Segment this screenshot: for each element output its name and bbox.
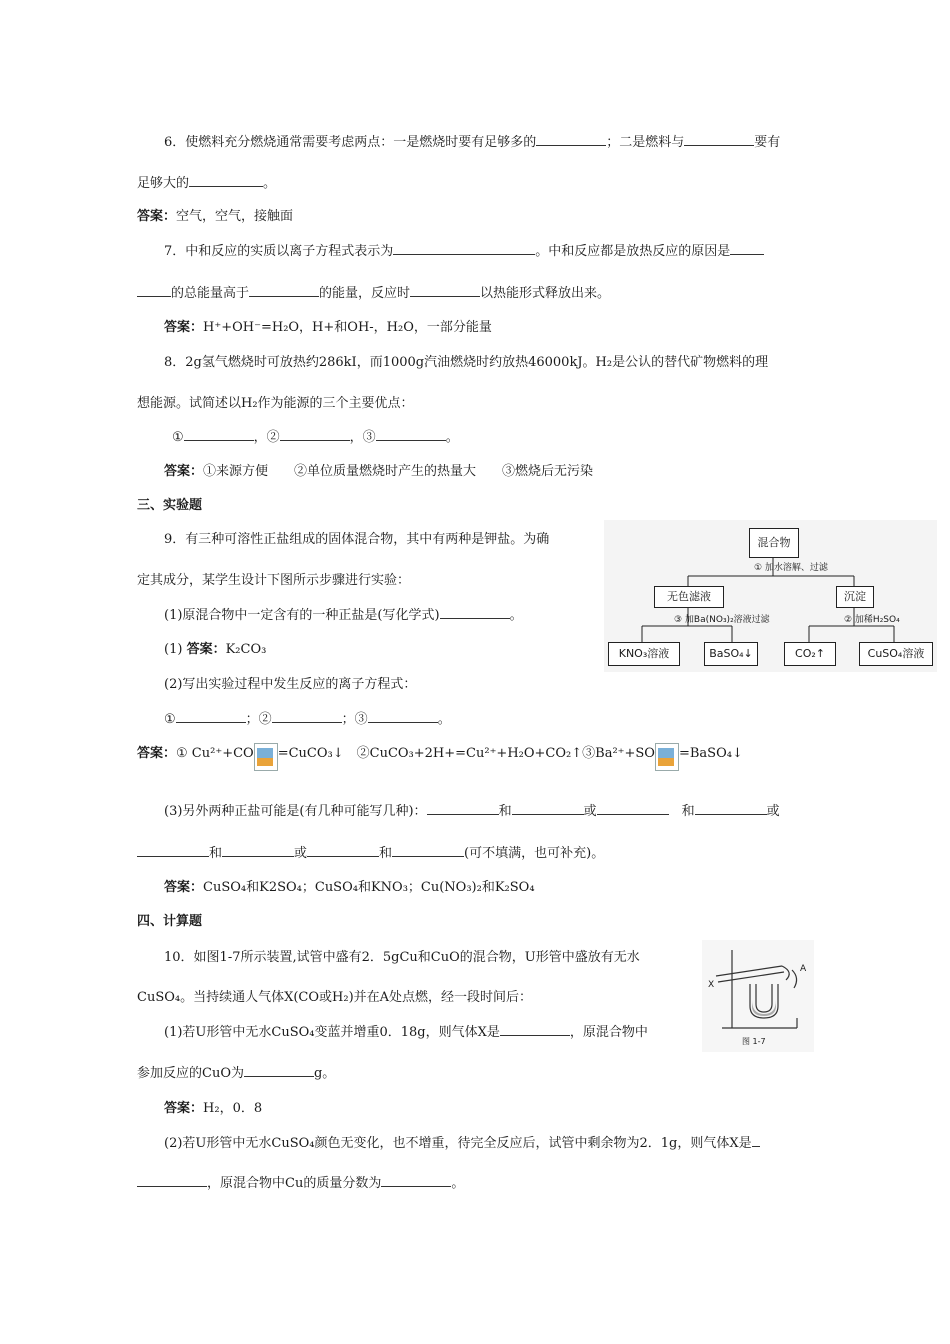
blank[interactable] (244, 1064, 314, 1077)
blank[interactable] (189, 174, 263, 187)
q10-part2: (2)若U形管中无水CuSO₄颜色无变化，也不增重，待完全反应后，试管中剩余物为2．1g，则气体X是 (164, 1132, 760, 1151)
blank[interactable] (695, 802, 767, 815)
blank[interactable] (392, 844, 464, 857)
q7-line1: 7．中和反应的实质以离子方程式表示为 。中和反应都是放热反应的原因是 (164, 240, 764, 259)
flow-kno3: KNO₃溶液 (608, 642, 680, 666)
q9-answer2: 答案：① Cu²⁺+CO =CuCO₃↓ ②CuCO₃+2H+=Cu²⁺+H₂O+CO₂↑③Ba²⁺+SO =BaSO₄↓ (137, 742, 743, 771)
blank[interactable] (176, 710, 246, 723)
q10-part2-line2: ，原混合物中Cu的质量分数为 。 (137, 1172, 464, 1191)
broken-image-icon (655, 743, 679, 771)
blank[interactable] (536, 133, 606, 146)
blank[interactable] (427, 802, 499, 815)
flow-step2: ② 加稀H₂SO₄ (844, 615, 900, 625)
blank[interactable] (440, 606, 510, 619)
q8-answer: 答案：①来源方便 ②单位质量燃烧时产生的热量大 ③燃烧后无污染 (164, 464, 594, 479)
q9-answer3: 答案：CuSO₄和K2SO₄；CuSO₄和KNO₃；Cu(NO₃)₂和K₂SO₄ (164, 880, 535, 895)
blank[interactable] (368, 710, 438, 723)
blank[interactable] (376, 428, 446, 441)
q8-line1: 8．2g氢气燃烧时可放热约286kI，而1000g汽油燃烧时约放热46000kJ。H₂是公认的替代矿物燃料的理 (164, 355, 769, 370)
blank[interactable] (500, 1023, 570, 1036)
blank[interactable] (597, 802, 669, 815)
q7-line2: 的总能量高于 的能量，反应时 以热能形式释放出来。 (137, 282, 610, 301)
q10-line1: 10．如图1-7所示装置,试管中盛有2．5gCu和CuO的混合物，U形管中盛放有无水 (164, 950, 640, 965)
blank[interactable] (280, 428, 350, 441)
experiment-flow-diagram (604, 520, 937, 672)
blank[interactable] (512, 802, 584, 815)
fig-label-a: A (800, 964, 807, 974)
blank[interactable] (393, 242, 535, 255)
blank[interactable] (137, 844, 209, 857)
q10-part1: (1)若U形管中无水CuSO₄变蓝并增重0．18g，则气体X是 ，原混合物中 (164, 1025, 648, 1040)
blank[interactable] (730, 242, 764, 255)
blank[interactable] (307, 844, 379, 857)
flow-cuso4: CuSO₄溶液 (859, 642, 933, 666)
q9-blanks2: ① ；② ；③ 。 (164, 712, 451, 727)
q6-answer: 答案：空气，空气，接触面 (137, 209, 294, 224)
q10-answer1: 答案：H₂，0．8 (164, 1101, 263, 1116)
blank[interactable] (137, 284, 171, 297)
q9-part3-line2: 和 或 和 (可不填满，也可补充)。 (137, 842, 604, 861)
broken-image-icon (254, 743, 278, 771)
flow-precipitate: 沉淀 (836, 586, 874, 608)
flow-step1: ① 加水溶解、过滤 (754, 563, 828, 573)
blank[interactable] (752, 1134, 760, 1147)
flow-filtrate: 无色滤液 (654, 586, 724, 608)
apparatus-figure (702, 940, 814, 1052)
q9-answer1: (1) 答案：K₂CO₃ (164, 642, 267, 657)
flow-co2: CO₂↑ (784, 642, 836, 666)
blank[interactable] (381, 1174, 451, 1187)
q8-blanks: ① ，② ，③ 。 (172, 430, 459, 445)
q9-part2: (2)写出实验过程中发生反应的离子方程式： (164, 677, 417, 692)
blank[interactable] (410, 284, 480, 297)
q9-line2: 定其成分，某学生设计下图所示步骤进行实验： (137, 573, 411, 588)
flow-mixture: 混合物 (749, 528, 799, 558)
q6-line1: 6．使燃料充分燃烧通常需要考虑两点：一是燃烧时要有足够多的 ；二是燃料与 要有 (164, 135, 781, 150)
section-title-experiment: 三、实验题 (137, 498, 203, 513)
q10-part1-line2: 参加反应的CuO为 g。 (137, 1066, 336, 1081)
q9-part1: (1)原混合物中一定含有的一种正盐是(写化学式) 。 (164, 608, 523, 623)
fig-label-x: X (708, 980, 715, 990)
q7-answer: 答案：H⁺+OH⁻=H₂O，H+和OH-，H₂O，一部分能量 (164, 320, 492, 335)
flow-step3: ③ 加Ba(NO₃)₂溶液过滤 (674, 615, 770, 625)
blank[interactable] (184, 428, 254, 441)
blank[interactable] (249, 284, 319, 297)
q9-part3: (3)另外两种正盐可能是(有几种可能写几种)： 和 或 和 或 (164, 804, 780, 819)
blank[interactable] (272, 710, 342, 723)
q8-line2: 想能源。试简述以H₂作为能源的三个主要优点： (137, 396, 414, 411)
blank[interactable] (684, 133, 754, 146)
blank[interactable] (137, 1174, 207, 1187)
flow-baso4: BaSO₄↓ (704, 642, 758, 666)
q6-line2: 足够大的 。 (137, 176, 277, 191)
q10-line2: CuSO₄。当持续通人气体X(CO或H₂)并在A处点燃，经一段时间后： (137, 990, 533, 1005)
blank[interactable] (222, 844, 294, 857)
fig-caption: 图 1-7 (742, 1037, 766, 1046)
section-title-calculation: 四、计算题 (137, 914, 203, 929)
q9-line1: 9．有三种可溶性正盐组成的固体混合物，其中有两种是钾盐。为确 (164, 532, 550, 547)
